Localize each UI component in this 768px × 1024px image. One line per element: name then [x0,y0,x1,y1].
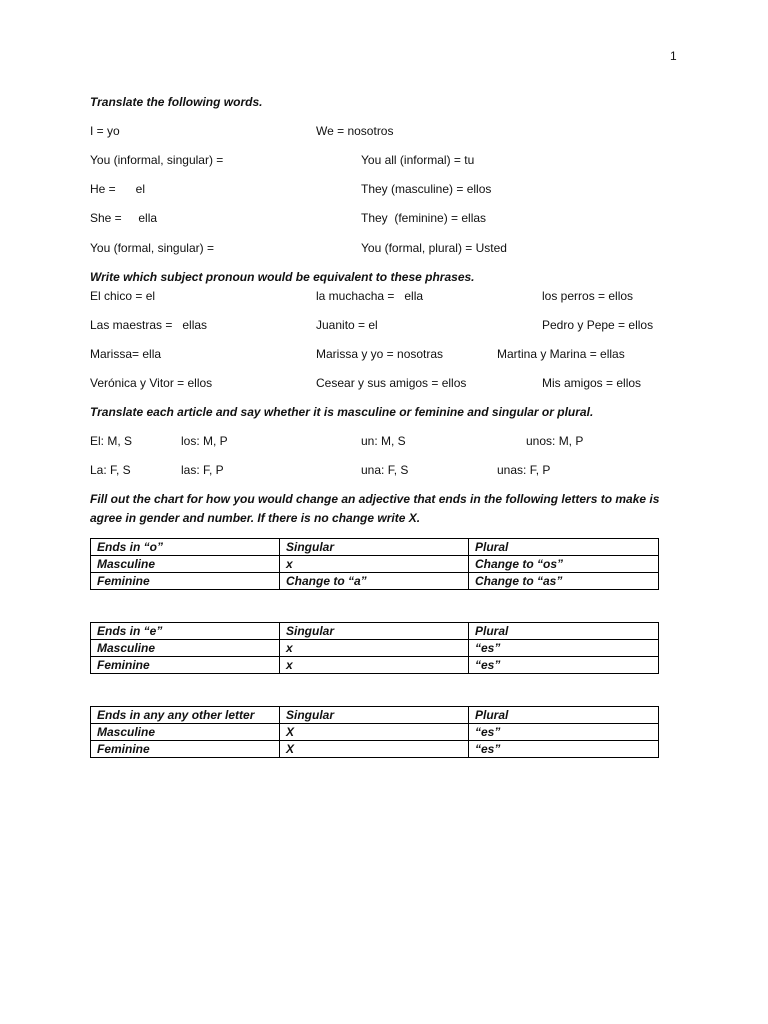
pronoun-left: You (informal, singular) = [90,153,224,167]
table-cell: Plural [469,623,659,640]
table-row [91,657,659,674]
table-cell: Masculine [91,640,280,657]
table-cell: Change to “os” [469,556,659,573]
table-cell: Masculine [91,556,280,573]
table-cell: Masculine [91,724,280,741]
section-heading-adjective-chart-line2: agree in gender and number. If there is no change write X. [90,511,421,525]
table-row [91,640,659,657]
table-cell: X [280,741,469,758]
phrase-col3: Pedro y Pepe = ellos [542,318,654,332]
phrase-col2: Cesear y sus amigos = ellos [316,376,467,390]
table-row [91,556,659,573]
table-cell: Ends in any any other letter [91,707,280,724]
adjective-chart-o [90,538,659,590]
pronoun-left: He = el [90,182,146,196]
pronoun-left: You (formal, singular) = [90,241,214,255]
article-answer: un: M, S [361,434,406,448]
section-heading-articles: Translate each article and say whether it is masculine or feminine and singular or plural. [90,405,594,419]
table-cell: Singular [280,539,469,556]
section-heading-subject-pronoun: Write which subject pronoun would be equivalent to these phrases. [90,270,475,284]
article-answer: los: M, P [181,434,228,448]
section-heading-translate-words: Translate the following words. [90,95,263,109]
table-cell: “es” [469,640,659,657]
table-cell: Singular [280,707,469,724]
section-heading-adjective-chart: Fill out the chart for how you would change an adjective that ends in the following letters to make is [90,492,660,506]
table-cell: X [280,724,469,741]
table-row [91,724,659,741]
table-cell: Singular [280,623,469,640]
article-answer: una: F, S [361,463,409,477]
table-cell: Feminine [91,657,280,674]
table-cell: Ends in “o” [91,539,280,556]
table-cell: “es” [469,657,659,674]
page-number: 1 [670,49,677,63]
pronoun-right: You (formal, plural) = Usted [361,241,507,255]
phrase-col1: Las maestras = ellas [90,318,208,332]
phrase-col3: Martina y Marina = ellas [497,347,625,361]
phrase-col1: Marissa= ella [90,347,162,361]
table-row [91,623,659,640]
table-cell: Feminine [91,741,280,758]
table-cell: “es” [469,741,659,758]
table-cell: Ends in “e” [91,623,280,640]
pronoun-left: I = yo [90,124,120,138]
table-cell: x [280,556,469,573]
table-row [91,539,659,556]
table-cell: Change to “as” [469,573,659,590]
article-answer: las: F, P [181,463,224,477]
table-row [91,741,659,758]
article-answer: El: M, S [90,434,133,448]
table-row [91,707,659,724]
pronoun-right: We = nosotros [316,124,394,138]
adjective-chart-e [90,622,659,674]
pronoun-right: You all (informal) = tu [361,153,475,167]
pronoun-right: They (feminine) = ellas [361,211,487,225]
table-cell: x [280,640,469,657]
article-answer: La: F, S [90,463,131,477]
table-cell: Plural [469,539,659,556]
pronoun-right: They (masculine) = ellos [361,182,492,196]
table-cell: “es” [469,724,659,741]
table-cell: Feminine [91,573,280,590]
pronoun-left: She = ella [90,211,158,225]
phrase-col2: Marissa y yo = nosotras [316,347,444,361]
phrase-col3: los perros = ellos [542,289,634,303]
phrase-col2: la muchacha = ella [316,289,424,303]
table-cell: x [280,657,469,674]
phrase-col1: El chico = el [90,289,156,303]
phrase-col1: Verónica y Vitor = ellos [90,376,213,390]
article-answer: unas: F, P [497,463,551,477]
table-row [91,573,659,590]
table-cell: Plural [469,707,659,724]
adjective-chart-other [90,706,659,758]
phrase-col3: Mis amigos = ellos [542,376,642,390]
article-answer: unos: M, P [526,434,584,448]
table-cell: Change to “a” [280,573,469,590]
phrase-col2: Juanito = el [316,318,378,332]
